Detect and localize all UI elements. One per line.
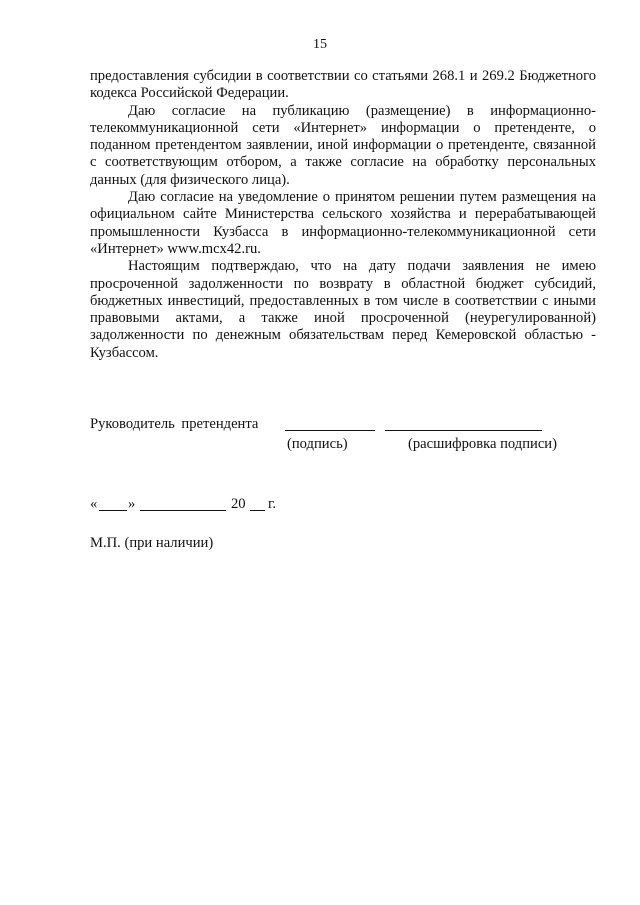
stamp-note: М.П. (при наличии)	[90, 535, 214, 551]
date-month-blank	[140, 510, 226, 511]
paragraph-no-debt-confirmation: Настоящим подтверждаю, что на дату подачи заявления не имею просроченной задолженности по возврату в областной бюджет субсидий, бюджетных инвестиций, предоставленных в том числе в соответствии с иными правовыми актами, а также иной просроченной (неурегулированной) задолженности по денежным обязательствам перед Кемеровской областью - Кузбассом.	[90, 258, 596, 361]
paragraph-consent-notification: Даю согласие на уведомление о принятом решении путем размещения на официальном сайте Министерства сельского хозяйства и перерабатывающей промышленности Кузбасса в информационно-телекоммуникационной сети «Интернет» www.mcx42.ru.	[90, 189, 596, 257]
signature-row	[90, 416, 600, 436]
paragraph-continuation: предоставления субсидии в соответствии со статьями 268.1 и 269.2 Бюджетного кодекса Российской Федерации.	[90, 68, 596, 102]
date-close-quote: »	[128, 496, 136, 512]
date-year-prefix: 20	[231, 496, 246, 512]
date-line	[90, 496, 390, 516]
paragraph-consent-publication: Даю согласие на публикацию (размещение) в информационно-телекоммуникационной сети «Интернет» информации о претенденте, о поданном претендентом заявлении, иной информации о претенденте, связанной с соответствующим отбором, а также согласие на обработку персональных данных (для физического лица).	[90, 102, 596, 188]
signature-captions	[90, 436, 600, 456]
signature-blank-line	[285, 430, 375, 431]
date-open-quote: «	[90, 496, 98, 512]
date-year-blank	[250, 510, 265, 511]
date-year-suffix: г.	[268, 496, 276, 512]
page-number: 15	[313, 37, 327, 52]
signature-decode-caption: (расшифровка подписи)	[408, 436, 557, 452]
body-text	[90, 68, 596, 362]
signature-caption: (подпись)	[287, 436, 348, 452]
date-day-blank	[99, 510, 127, 511]
signature-decode-blank-line	[385, 430, 542, 431]
signature-label: Руководитель претендента	[90, 416, 259, 432]
